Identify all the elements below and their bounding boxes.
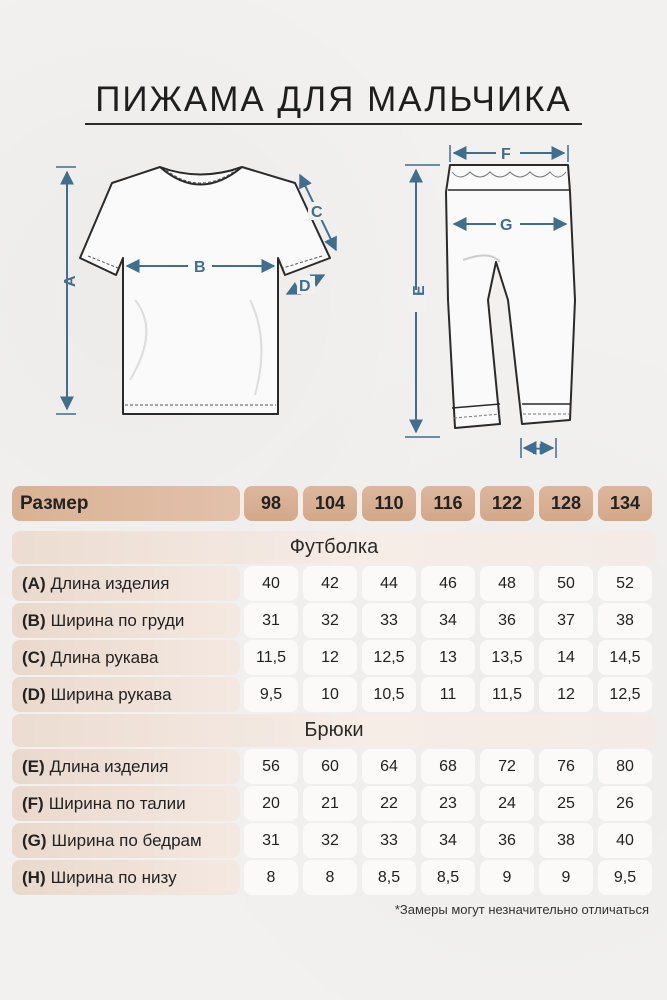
measure-e-arrow: [405, 165, 440, 437]
value-cell: 40: [598, 823, 652, 858]
table-row: [12, 823, 656, 858]
label-c: C: [311, 204, 323, 221]
label-a: A: [62, 275, 79, 287]
value-cell: 12: [539, 677, 593, 712]
value-cell: 9: [480, 860, 534, 895]
value-cell: 33: [362, 603, 416, 638]
value-cell: 34: [421, 823, 475, 858]
value-cell: 12: [303, 640, 357, 675]
row-name: Ширина по низу: [50, 867, 177, 887]
table-row: [12, 677, 656, 712]
value-cell: 36: [480, 823, 534, 858]
pants-illustration: [446, 165, 575, 428]
value-cell: 34: [421, 603, 475, 638]
value-cell: 14: [539, 640, 593, 675]
value-cell: 23: [421, 786, 475, 821]
table-row: [12, 566, 656, 601]
value-cell: 26: [598, 786, 652, 821]
size-header-label: Размер: [12, 486, 240, 521]
row-label: [12, 823, 240, 858]
row-name: Длина рукава: [50, 647, 159, 667]
row-label: [12, 860, 240, 895]
section-title-pants: Брюки: [12, 714, 656, 747]
label-f: F: [501, 146, 511, 163]
row-label: [12, 749, 240, 784]
value-cell: 10,5: [362, 677, 416, 712]
row-code: (G): [22, 830, 47, 850]
row-name: Ширина рукава: [50, 684, 172, 704]
value-cell: 68: [421, 749, 475, 784]
row-code: (C): [22, 647, 46, 667]
row-code: (E): [22, 756, 45, 776]
value-cell: 14,5: [598, 640, 652, 675]
row-code: (A): [22, 573, 46, 593]
value-cell: 52: [598, 566, 652, 601]
table-row: [12, 860, 656, 895]
value-cell: 32: [303, 823, 357, 858]
value-cell: 11,5: [244, 640, 298, 675]
table-row: [12, 749, 656, 784]
label-h: H: [532, 441, 543, 458]
value-cell: 60: [303, 749, 357, 784]
size-122: 122: [480, 486, 534, 521]
row-code: (B): [22, 610, 46, 630]
page-title: ПИЖАМА ДЛЯ МАЛЬЧИКА: [95, 80, 572, 119]
value-cell: 9,5: [244, 677, 298, 712]
size-header-row: [12, 486, 656, 521]
row-label: [12, 640, 240, 675]
value-cell: 50: [539, 566, 593, 601]
row-label: [12, 603, 240, 638]
value-cell: 25: [539, 786, 593, 821]
value-cell: 8,5: [362, 860, 416, 895]
value-cell: 9: [539, 860, 593, 895]
value-cell: 24: [480, 786, 534, 821]
size-134: 134: [598, 486, 652, 521]
value-cell: 12,5: [598, 677, 652, 712]
value-cell: 33: [362, 823, 416, 858]
row-code: (H): [22, 867, 46, 887]
value-cell: 31: [244, 823, 298, 858]
value-cell: 37: [539, 603, 593, 638]
row-name: Ширина по талии: [48, 793, 186, 813]
label-e: E: [411, 285, 428, 296]
garment-diagram: [0, 140, 667, 470]
title-underline: [85, 123, 582, 125]
value-cell: 21: [303, 786, 357, 821]
row-name: Ширина по бедрам: [51, 830, 202, 850]
value-cell: 36: [480, 603, 534, 638]
size-110: 110: [362, 486, 416, 521]
row-label: [12, 786, 240, 821]
footnote: *Замеры могут незначительно отличаться: [394, 902, 649, 917]
size-116: 116: [421, 486, 475, 521]
label-b: B: [194, 259, 206, 276]
value-cell: 76: [539, 749, 593, 784]
section-title-tshirt: Футболка: [12, 531, 656, 564]
row-name: Длина изделия: [50, 573, 170, 593]
label-g: G: [500, 217, 513, 234]
row-code: (F): [22, 793, 44, 813]
value-cell: 32: [303, 603, 357, 638]
row-name: Ширина по груди: [50, 610, 185, 630]
value-cell: 72: [480, 749, 534, 784]
value-cell: 56: [244, 749, 298, 784]
value-cell: 40: [244, 566, 298, 601]
value-cell: 9,5: [598, 860, 652, 895]
size-104: 104: [303, 486, 357, 521]
value-cell: 8: [244, 860, 298, 895]
measure-a-arrow: [56, 167, 79, 414]
table-row: [12, 786, 656, 821]
table-row: [12, 603, 656, 638]
value-cell: 38: [539, 823, 593, 858]
row-label: [12, 566, 240, 601]
value-cell: 13,5: [480, 640, 534, 675]
value-cell: 42: [303, 566, 357, 601]
value-cell: 13: [421, 640, 475, 675]
value-cell: 11: [421, 677, 475, 712]
value-cell: 8,5: [421, 860, 475, 895]
measure-f-arrow: [450, 145, 568, 163]
value-cell: 44: [362, 566, 416, 601]
value-cell: 48: [480, 566, 534, 601]
value-cell: 80: [598, 749, 652, 784]
table-row: [12, 640, 656, 675]
measure-d-arrow: [287, 275, 324, 295]
value-cell: 64: [362, 749, 416, 784]
measure-h-arrow: [521, 438, 556, 458]
value-cell: 20: [244, 786, 298, 821]
row-label: [12, 677, 240, 712]
value-cell: 38: [598, 603, 652, 638]
size-98: 98: [244, 486, 298, 521]
row-code: (D): [22, 684, 46, 704]
value-cell: 22: [362, 786, 416, 821]
value-cell: 11,5: [480, 677, 534, 712]
value-cell: 8: [303, 860, 357, 895]
value-cell: 46: [421, 566, 475, 601]
size-128: 128: [539, 486, 593, 521]
value-cell: 12,5: [362, 640, 416, 675]
value-cell: 10: [303, 677, 357, 712]
row-name: Длина изделия: [49, 756, 169, 776]
value-cell: 31: [244, 603, 298, 638]
label-d: D: [299, 278, 311, 295]
